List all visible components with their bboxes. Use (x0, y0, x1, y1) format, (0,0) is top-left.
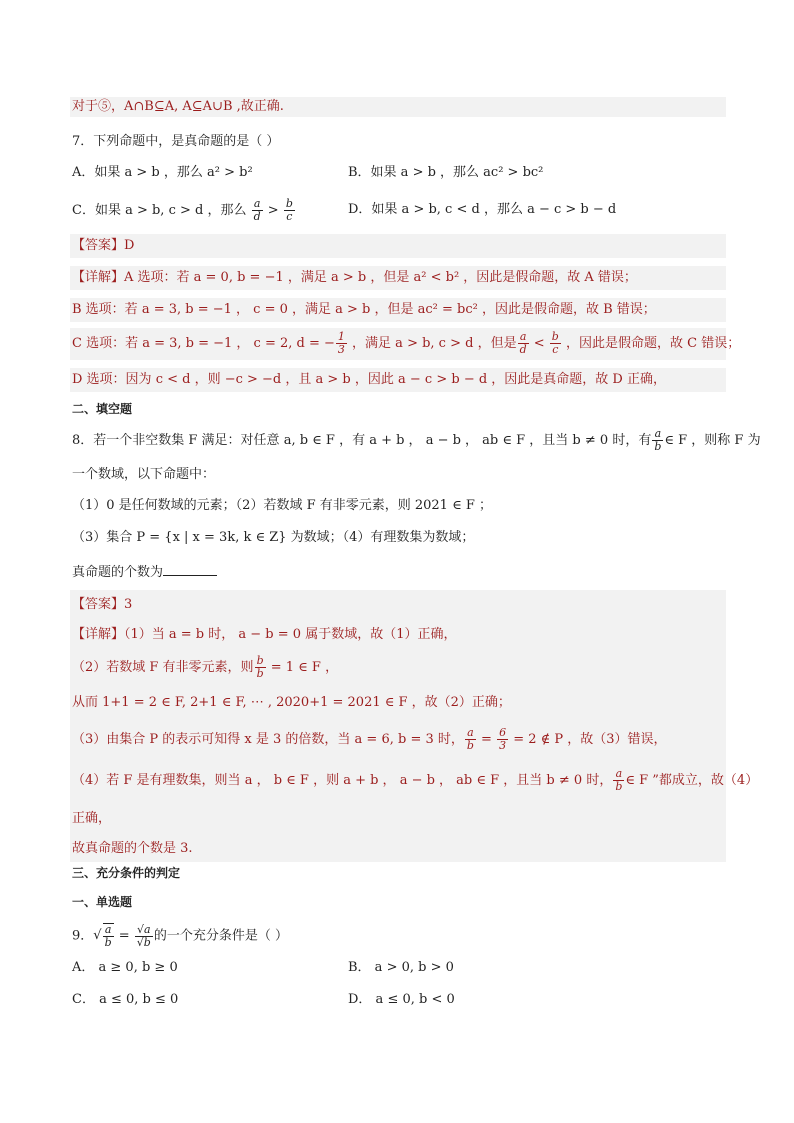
q8-answer: 【答案】3 (70, 590, 726, 620)
q7-detail-c (70, 328, 741, 360)
solution-line-5: 对于⑤，A∩B⊆A, A⊆A∪B ,故正确. (70, 97, 726, 117)
q8-detail-3: 从而 1+1 = 2 ∈ F, 2+1 ∈ F, ⋯ , 2020+1 = 2021 ∈ F ，故（2）正确； (70, 686, 726, 720)
denominator: b (466, 739, 474, 752)
q9-number: 9． (72, 928, 94, 944)
question-9-stem (72, 918, 288, 954)
numerator: b (551, 330, 559, 343)
question-7-stem: 7．下列命题中，是真命题的是（ ） (72, 134, 280, 149)
q8-text: 8．若一个非空数集 F 满足：对任意 a, b ∈ F ，有 a + b ， a − b ， ab ∈ F ，且当 b ≠ 0 时，有 (72, 433, 652, 448)
q9-text: 的一个充分条件是（ ） (153, 928, 288, 944)
fraction (103, 923, 114, 949)
numerator: a (103, 924, 114, 937)
denominator: b (256, 667, 264, 680)
denominator: b (104, 935, 112, 949)
fraction (550, 331, 561, 356)
q7-detail-a: 【详解】A 选项：若 a = 0, b = −1 ，满足 a > b ，但是 a² < b² ，因此是假命题，故 A 错误； (70, 266, 726, 290)
fraction (252, 198, 263, 223)
fraction (613, 768, 624, 793)
answer-blank (163, 561, 217, 576)
detail-text: ∈ F ”都成立，故（4） (625, 773, 759, 788)
fraction (652, 428, 663, 453)
q9-option-b: B． a > 0, b > 0 (348, 960, 454, 975)
denominator: d (519, 343, 527, 356)
fraction (255, 655, 266, 680)
question-8-line-3: （1）0 是任何数域的元素；（2）若数域 F 有非零元素，则 2021 ∈ F ； (72, 498, 492, 513)
numerator: b (256, 654, 264, 667)
detail-text: （4）若 F 是有理数集，则当 a ， b ∈ F ，则 a + b ， a − b ， ab ∈ F ，且当 b ≠ 0 时， (72, 773, 613, 788)
q9-option-d: D． a ≤ 0, b < 0 (348, 992, 455, 1007)
numerator: a (252, 198, 263, 211)
denominator: d (253, 210, 261, 223)
fraction (284, 198, 295, 223)
denominator: √b (136, 935, 151, 949)
numerator: √a (135, 924, 153, 937)
question-8-line-2: 一个数域，以下命题中： (72, 467, 216, 482)
fraction (518, 331, 529, 356)
q7-option-a: A．如果 a > b ，那么 a² > b² (72, 165, 253, 180)
sqrt-expression: √ $\frac{a}{b}$ (93, 922, 112, 949)
numerator: 6 (499, 726, 507, 739)
q7-detail-b: B 选项：若 a = 3, b = −1 ， c = 0 ，满足 a > b ，但是 ac² = bc² ，因此是假命题，故 B 错误； (70, 298, 726, 322)
q8-detail-1: 【详解】（1）当 a = b 时， a − b = 0 属于数域，故（1）正确， (70, 620, 726, 650)
denominator: b (654, 440, 662, 453)
detail-text: C 选项：若 a = 3, b = −1 ， c = 2, d = − (72, 336, 335, 351)
fraction (135, 924, 153, 949)
numerator: a (613, 768, 624, 781)
section-heading-sufficient-condition: 三、充分条件的判定 (72, 866, 181, 880)
q8-text: ∈ F ，则称 F 为 (664, 433, 761, 448)
q8-detail-6: 正确， (70, 802, 726, 836)
q7-option-b: B．如果 a > b ，那么 ac² > bc² (348, 165, 544, 180)
detail-text: = 1 ∈ F ， (266, 660, 339, 675)
denominator: 3 (337, 343, 345, 356)
q9-option-a: A． a ≥ 0, b ≥ 0 (72, 960, 178, 975)
q8-detail-2 (70, 650, 726, 686)
section-heading-fill-blank: 二、填空题 (72, 402, 133, 416)
q8-detail-5 (70, 760, 759, 802)
question-8-line-1 (72, 428, 761, 452)
q7-option-c-text: C．如果 a > b, c > d ，那么 (72, 203, 247, 218)
detail-text: （2）若数域 F 有非零元素，则 (72, 660, 254, 675)
question-8-line-4: （3）集合 P = {x | x = 3k, k ∈ Z} 为数域；（4）有理数集为数域； (72, 530, 475, 545)
fraction (497, 727, 508, 752)
numerator: a (652, 428, 663, 441)
detail-text: ，因此是假命题，故 C 错误； (561, 336, 741, 351)
q8-detail-7: 故真命题的个数是 3. (70, 836, 726, 862)
question-8-line-5 (72, 561, 217, 583)
denominator: b (615, 780, 623, 793)
operator: = (476, 732, 497, 747)
fraction (336, 331, 347, 356)
q8-blank-label: 真命题的个数为 (72, 565, 164, 580)
q7-detail-d: D 选项：因为 c < d ，则 −c > −d ，且 a > b ，因此 a − c > b − d ，因此是真命题，故 D 正确， (70, 368, 726, 392)
q9-option-c: C． a ≤ 0, b ≤ 0 (72, 992, 179, 1007)
numerator: a (465, 727, 476, 740)
subsection-heading-single-choice: 一、单选题 (72, 895, 133, 909)
q7-option-d: D．如果 a > b, c < d ，那么 a − c > b − d (348, 202, 617, 217)
q7-answer: 【答案】D (70, 234, 726, 258)
fraction (465, 727, 476, 752)
denominator: c (552, 343, 559, 356)
operator: = (114, 928, 134, 944)
denominator: c (286, 210, 293, 223)
operator: > (263, 203, 283, 218)
operator: < (529, 336, 549, 351)
q8-detail-4 (70, 720, 726, 760)
q7-option-c (72, 198, 296, 223)
denominator: 3 (499, 739, 507, 752)
detail-text: ，满足 a > b, c > d ，但是 (347, 336, 517, 351)
numerator: a (518, 331, 529, 344)
detail-text: （3）由集合 P 的表示可知得 x 是 3 的倍数，当 a = 6, b = 3 时， (72, 732, 464, 747)
numerator: 1 (337, 330, 345, 343)
detail-text: = 2 ∉ P ，故（3）错误， (509, 732, 667, 747)
numerator: b (285, 197, 293, 210)
